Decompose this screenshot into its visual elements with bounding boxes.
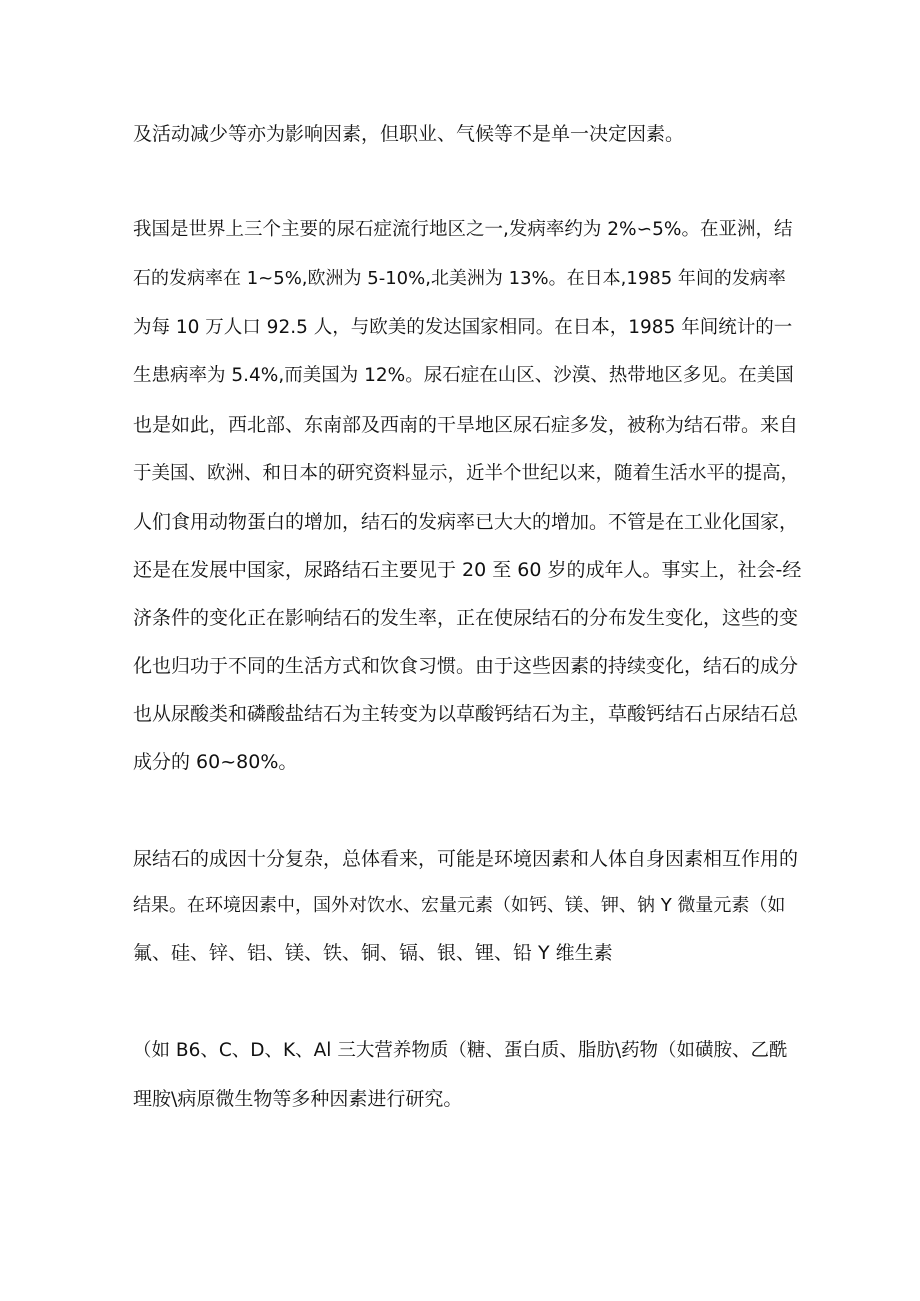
paragraph-2-line-7: 人们食用动物蛋白的增加，结石的发病率已大大的增加。不管是在工业化国家， <box>133 511 799 533</box>
paragraph-1-line-1: 及活动减少等亦为影响因素，但职业、气候等不是单一决定因素。 <box>133 123 685 145</box>
paragraph-3-line-3: 氟、硅、锌、铝、镁、铁、铜、镉、银、锂、铅 Y 维生素 <box>133 942 613 964</box>
paragraph-2-line-8: 还是在发展中国家，尿路结石主要见于 20 至 60 岁的成年人。事实上，社会-经 <box>133 559 802 581</box>
paragraph-2-line-1: 我国是世界上三个主要的尿石症流行地区之一,发病率约为 2%∽5%。在亚洲，结 <box>133 219 793 240</box>
paragraph-3-line-2: 结果。在环境因素中，国外对饮水、宏量元素（如钙、镁、钾、钠 Y 微量元素（如 <box>133 895 786 916</box>
paragraph-2-line-6: 于美国、欧洲、和日本的研究资料显示，近半个世纪以来，随着生活水平的提高， <box>133 463 800 484</box>
paragraph-2-line-2: 石的发病率在 1~5%,欧洲为 5-10%,北美洲为 13%。在日本,1985 年间的发病率 <box>133 268 786 289</box>
paragraph-4-line-1: （如 B6、C、D、K、Al 三大营养物质（糖、蛋白质、脂肪\药物（如磺胺、乙酰 <box>133 1040 788 1061</box>
paragraph-4-line-2: 理胺\病原微生物等多种因素进行研究。 <box>133 1088 463 1110</box>
paragraph-2-line-12: 成分的 60~80%。 <box>133 751 298 773</box>
paragraph-2-line-3: 为每 10 万人口 92.5 人，与欧美的发达国家相同。在日本，1985 年间统计的一 <box>133 317 793 338</box>
paragraph-2-line-10: 化也归功于不同的生活方式和饮食习惯。由于这些因素的持续变化，结石的成分 <box>133 655 799 677</box>
paragraph-3-line-1: 尿结石的成因十分复杂，总体看来，可能是环境因素和人体自身因素相互作用的 <box>133 848 799 870</box>
paragraph-2-line-11: 也从尿酸类和磷酸盐结石为主转变为以草酸钙结石为主，草酸钙结石占尿结石总 <box>133 703 799 725</box>
paragraph-2-line-5: 也是如此，西北部、东南部及西南的干旱地区尿石症多发，被称为结石带。来自 <box>133 414 799 436</box>
paragraph-2-line-4: 生患病率为 5.4%,而美国为 12%。尿石症在山区、沙漠、热带地区多见。在美国 <box>133 365 794 386</box>
paragraph-2-line-9: 济条件的变化正在影响结石的发生率，正在使尿结石的分布发生变化，这些的变 <box>133 607 799 629</box>
